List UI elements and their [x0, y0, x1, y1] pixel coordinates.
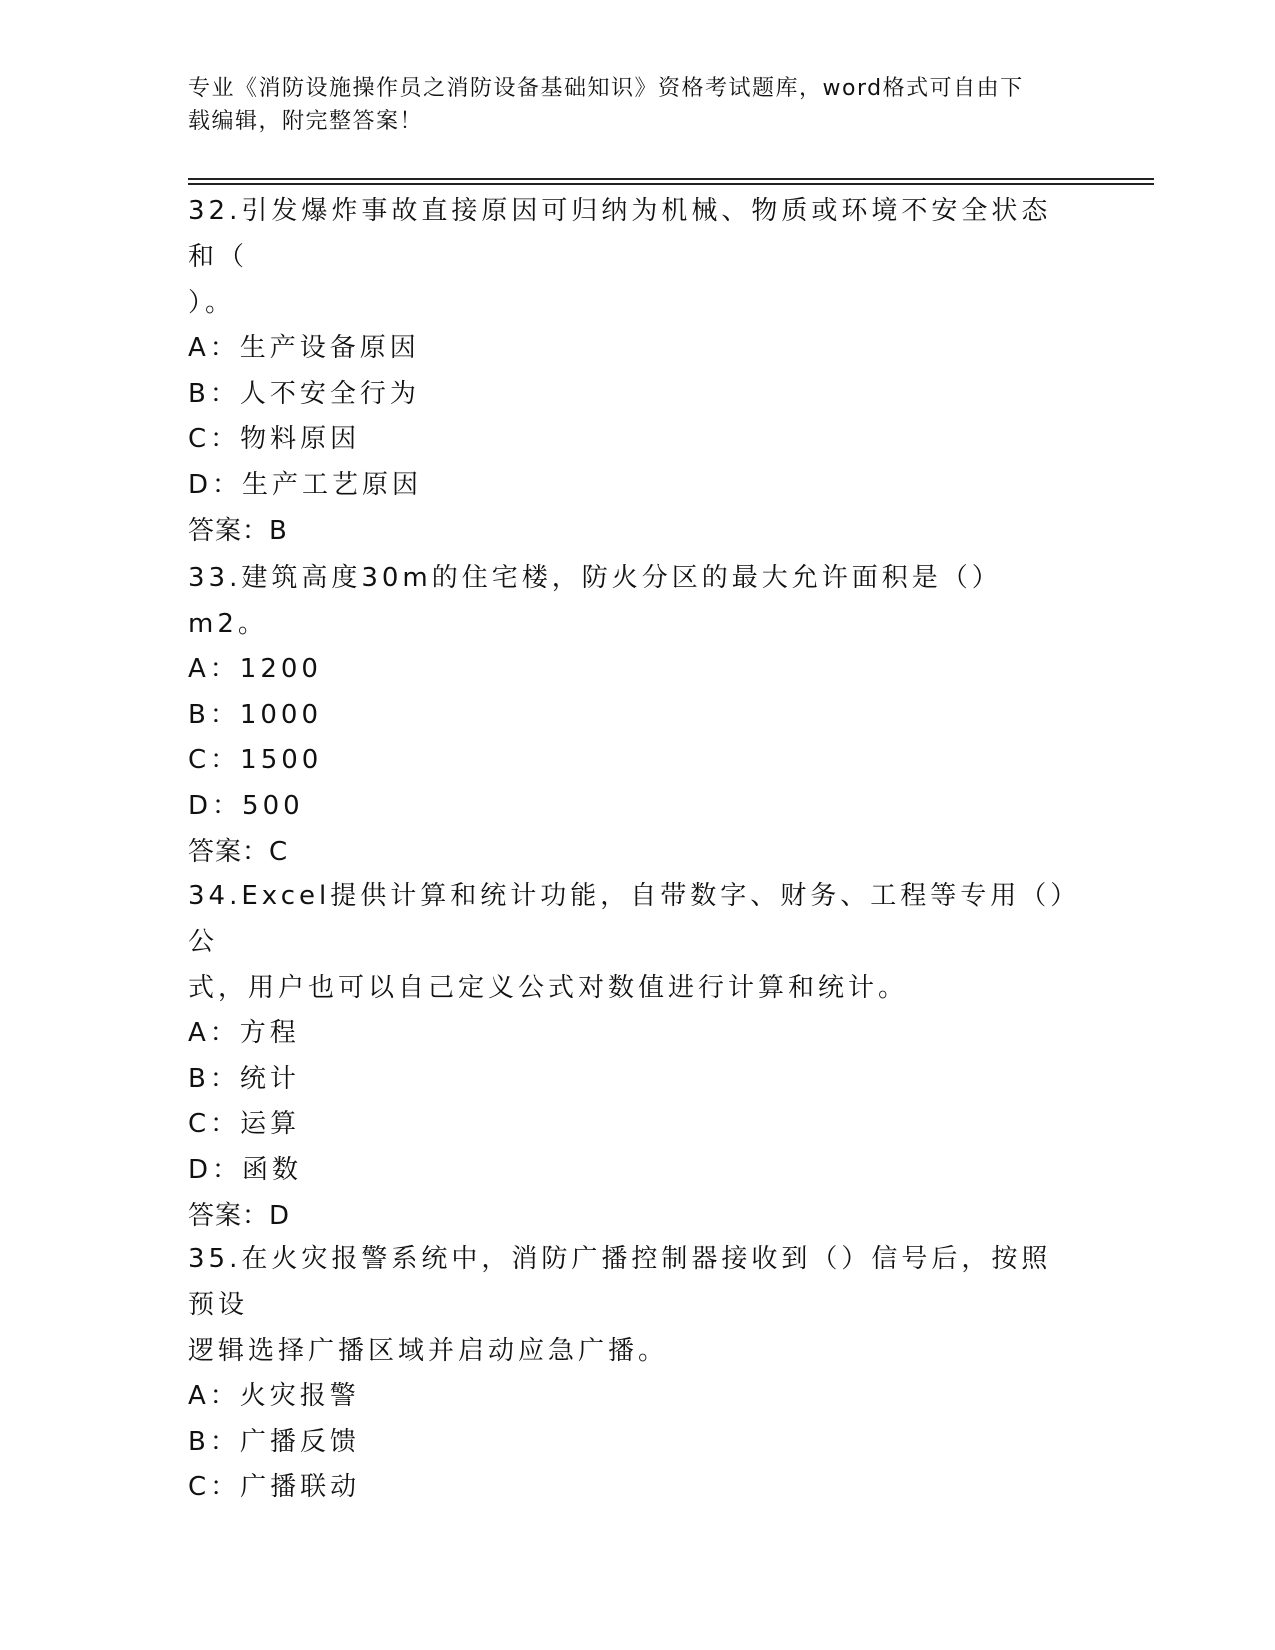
option-c: C：物料原因 — [188, 424, 361, 454]
question-stem-line: 34.Excel提供计算和统计功能，自带数字、财务、工程等专用（）公 — [188, 881, 1068, 957]
option-b: B：统计 — [188, 1063, 300, 1094]
option-b: B：人不安全行为 — [188, 378, 420, 409]
question-34 — [188, 873, 1078, 1239]
option-a: A：生产设备原因 — [188, 333, 420, 363]
option-c: C：1500 — [188, 745, 323, 775]
answer-label: 答案：D — [188, 1201, 291, 1231]
option-b: B：1000 — [188, 699, 323, 730]
question-35 — [188, 1236, 1078, 1511]
option-b: B：广播反馈 — [188, 1426, 360, 1457]
question-stem-line: 式，用户也可以自己定义公式对数值进行计算和统计。 — [188, 973, 909, 1003]
answer-label: 答案：C — [188, 837, 289, 867]
option-d: D：生产工艺原因 — [188, 469, 423, 500]
header-line-1: 专业《消防设施操作员之消防设备基础知识》资格考试题库，word格式可自由下 — [188, 76, 1024, 101]
question-stem-line: 35.在火灾报警系统中，消防广播控制器接收到（）信号后，按照预设 — [188, 1244, 1052, 1320]
question-stem-line: 32.引发爆炸事故直接原因可归纳为机械、物质或环境不安全状态和（ — [188, 196, 1052, 272]
question-32 — [188, 188, 1078, 554]
question-stem-line: ）。 — [188, 288, 236, 318]
header-line-2: 载编辑，附完整答案！ — [188, 109, 424, 134]
option-c: C：运算 — [188, 1109, 301, 1139]
option-d: D：500 — [188, 790, 304, 821]
question-stem-line: 逻辑选择广播区域并启动应急广播。 — [188, 1336, 669, 1366]
question-33 — [188, 555, 1078, 875]
option-d: D：函数 — [188, 1154, 303, 1185]
header-divider-bottom — [188, 183, 1154, 185]
document-header — [188, 72, 1068, 138]
header-divider-top — [188, 178, 1154, 180]
question-stem-line: 33.建筑高度30m的住宅楼，防火分区的最大允许面积是（）m2。 — [188, 563, 1002, 639]
option-a: A：方程 — [188, 1018, 300, 1048]
option-a: A：火灾报警 — [188, 1381, 360, 1411]
option-c: C：广播联动 — [188, 1472, 361, 1502]
answer-label: 答案：B — [188, 516, 288, 546]
option-a: A：1200 — [188, 654, 322, 684]
